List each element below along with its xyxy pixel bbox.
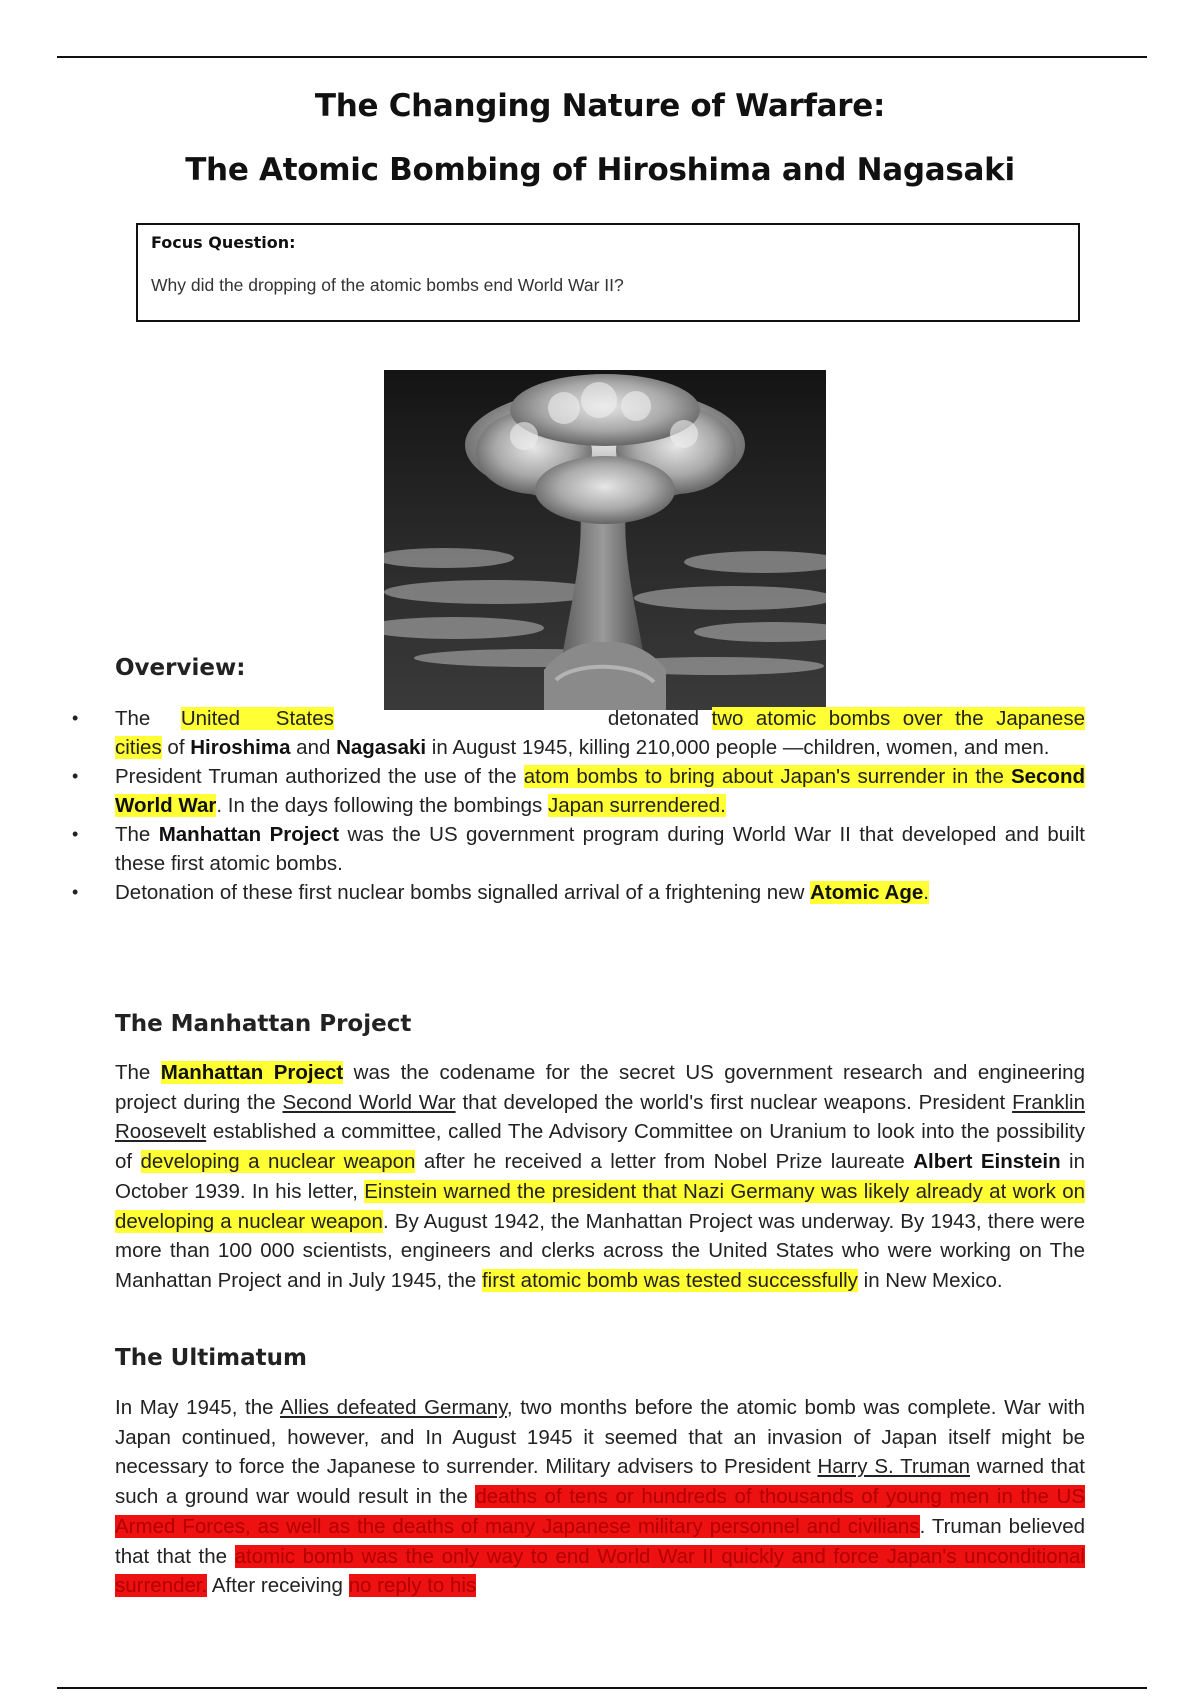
- ult-text-3: , two months before the atomic bomb was complete. War with Japan continued, however, and In August 1945 it seemed that an invasion of Japan itself might be necessary to force the Japanese to surrender. Military advisers to President: [115, 1396, 1085, 1479]
- mp-text-5: that developed the world's first nuclear weapons. President: [455, 1090, 1013, 1114]
- bullet-1-text-e: of: [161, 736, 191, 759]
- mp-text-1: The: [115, 1061, 161, 1084]
- ult-text-1: In May 1945, the: [115, 1396, 281, 1419]
- bullet-3-text-a: The: [115, 823, 159, 846]
- overview-bullet-3: [72, 820, 1085, 878]
- bullet-2-text-a: President Truman authorized the use of the: [115, 765, 524, 788]
- image-gap: [163, 704, 608, 733]
- red-highlight-no-reply: no reply to his: [348, 1574, 477, 1598]
- overview-bullet-1: [72, 704, 1085, 762]
- manhattan-project-bold: Manhattan Project: [158, 823, 340, 846]
- highlight-manhattan-project: Manhattan Project: [160, 1061, 344, 1084]
- highlight-united-states: United States: [180, 707, 334, 730]
- manhattan-project-heading: The Manhattan Project: [115, 1011, 412, 1037]
- focus-question-box: [136, 223, 1080, 322]
- mp-text-13: . By August 1942, the Manhattan Project was underway. By 1943, there were more than 100 000 scientists, engineers and clerks across the United States who were working on The Manhattan Project and in July 1945, the: [115, 1209, 1086, 1292]
- manhattan-project-paragraph: [115, 1058, 1085, 1296]
- bullet-4-text-a: Detonation of these first nuclear bombs signalled arrival of a frightening new: [115, 881, 811, 904]
- page-title-line-2: The Atomic Bombing of Hiroshima and Nagasaki: [185, 152, 1015, 188]
- ult-text-9: After receiving: [207, 1574, 349, 1598]
- bullet-1-text-c: detonated: [607, 707, 700, 730]
- ultimatum-heading: The Ultimatum: [115, 1345, 307, 1371]
- red-highlight-atomic-bomb-only-way: atomic bomb was the only way to end World War II quickly and force Japan's unconditional surrender.: [115, 1544, 1085, 1598]
- highlight-two-atomic-bombs: two atomic bombs over the Japanese cities: [115, 707, 1085, 759]
- ult-text-5: warned that such a ground war would result in the: [115, 1455, 1085, 1509]
- overview-bullet-list: [72, 704, 1085, 907]
- top-rule: [57, 56, 1147, 58]
- bullet-4-text-c: .: [923, 881, 929, 904]
- overview-bullet-4: [72, 878, 1085, 907]
- mushroom-cloud-photo: [384, 370, 826, 710]
- overview-bullet-2: [72, 762, 1085, 820]
- bullet-3-text-c: was the US government program during World War II that developed and built these first atomic bombs.: [115, 823, 1085, 875]
- highlight-einstein-warned: Einstein warned the president that Nazi Germany was likely already at work on developing a nuclear weapon: [115, 1179, 1085, 1233]
- highlight-developing-nuclear-weapon: developing a nuclear weapon: [140, 1150, 416, 1174]
- mp-text-11: in October 1939. In his letter,: [115, 1150, 1085, 1203]
- franklin-roosevelt-link[interactable]: Franklin Roosevelt: [115, 1090, 1085, 1144]
- bullet-1-text-i: in August 1945, killing 210,000 people —children, women, and men.: [426, 736, 1050, 759]
- highlight-first-bomb-tested: first atomic bomb was tested successfully: [481, 1268, 858, 1292]
- focus-question-label: Focus Question:: [151, 233, 296, 252]
- nagasaki-bold: Nagasaki: [336, 736, 427, 759]
- red-highlight-deaths: deaths of tens or hundreds of thousands of young men in the US Armed Forces, as well as the deaths of many Japanese military personnel and civilians: [115, 1485, 1085, 1538]
- mp-text-15: in New Mexico.: [857, 1268, 1003, 1292]
- mp-text-7: established a committee, called The Advisory Committee on Uranium to look into the possibility of: [115, 1120, 1085, 1174]
- bullet-1-text-g: and: [290, 736, 337, 759]
- overview-heading: Overview:: [115, 655, 246, 681]
- mp-text-9: after he received a letter from Nobel Prize laureate: [415, 1150, 914, 1174]
- mp-text-3: was the codename for the secret US government research and engineering project during the: [115, 1061, 1085, 1114]
- ultimatum-paragraph: [115, 1393, 1085, 1601]
- ult-text-7: . Truman believed that that the: [115, 1514, 1086, 1568]
- bullet-2-text-d: . In the days following the bombings: [216, 794, 548, 817]
- allies-defeated-germany-link[interactable]: Allies defeated Germany: [280, 1396, 507, 1419]
- hiroshima-bold: Hiroshima: [190, 736, 291, 759]
- second-world-war-link[interactable]: Second World War: [282, 1090, 456, 1114]
- highlight-japan-surrendered: Japan surrendered.: [547, 794, 726, 817]
- highlight-atom-bombs: atom bombs to bring about Japan's surrender in the: [523, 765, 1011, 788]
- page-title-line-1: The Changing Nature of Warfare:: [314, 88, 886, 124]
- bullet-1-text-a: The: [115, 707, 151, 730]
- focus-question-text: Why did the dropping of the atomic bombs end World War II?: [151, 275, 624, 295]
- highlight-atomic-age: Atomic Age: [810, 881, 924, 904]
- albert-einstein-bold: Albert Einstein: [913, 1150, 1061, 1174]
- bottom-rule: [57, 1687, 1147, 1689]
- highlight-second-world-war: Second World War: [115, 765, 1085, 817]
- harry-truman-link[interactable]: Harry S. Truman: [817, 1455, 970, 1479]
